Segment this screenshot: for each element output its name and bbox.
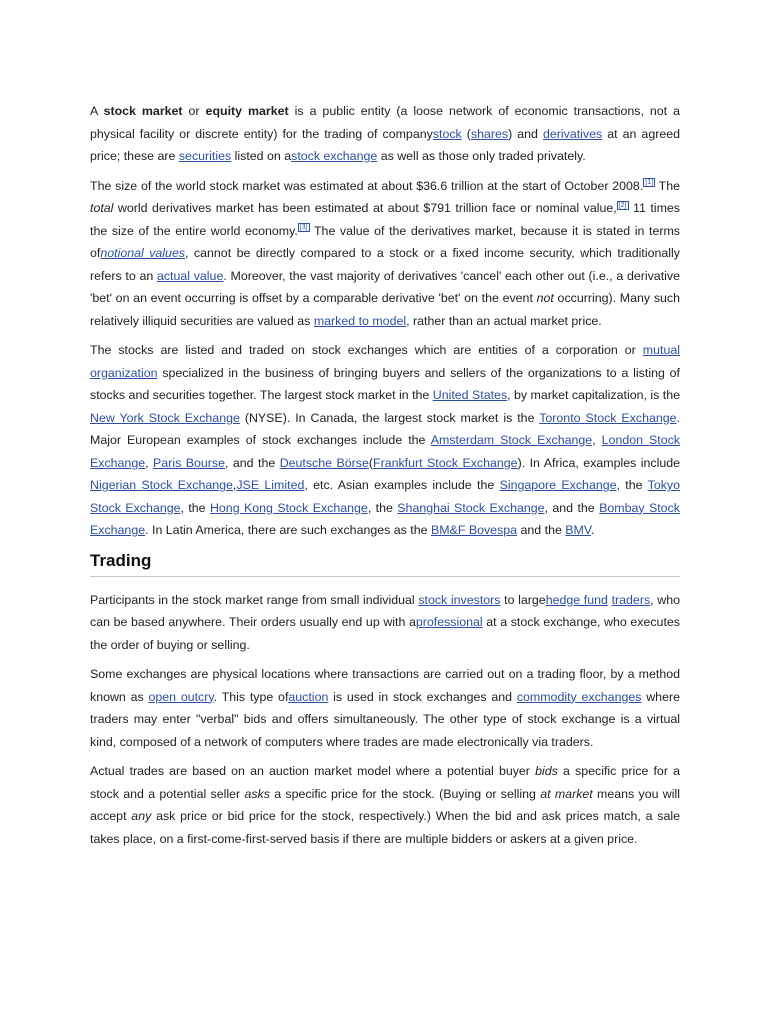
link-new-york-stock-exchange[interactable]: New York Stock Exchange — [90, 410, 240, 425]
text: or — [182, 104, 206, 118]
text: A — [90, 104, 104, 118]
text: means you will accept — [90, 786, 681, 823]
text: The value of the derivatives market, because it is stated in terms of — [90, 223, 680, 260]
text: where traders may enter "verbal" bids and offers simultaneously. The other type of stock exchange is a virtual kind, composed of a network of computers where trades are made electronically via traders. — [90, 689, 680, 749]
emphasis-not: not — [536, 291, 554, 305]
text: The — [655, 178, 680, 193]
link-stock-investors[interactable]: stock investors — [418, 592, 501, 607]
text: is a public entity (a loose network of economic transactions, not a physical facility or discrete entity) for the trading of company — [90, 104, 680, 141]
reference-link-2[interactable]: [2] — [618, 201, 627, 209]
link-jse-limited[interactable]: JSE Limited — [236, 478, 305, 492]
text: at an agreed price; these are — [90, 126, 681, 163]
text: , rather than an actual market price. — [406, 313, 602, 328]
text: is used in stock exchanges and — [328, 689, 517, 704]
link-singapore-exchange[interactable]: Singapore Exchange — [499, 478, 617, 492]
text: a specific price for a stock and a potential seller — [90, 764, 680, 801]
paragraph-intro — [90, 100, 680, 168]
text: Participants in the stock market range from small individual — [90, 592, 419, 607]
text: . In Latin America, there are such exchanges as the — [145, 523, 431, 537]
term-equity-market: equity market — [205, 104, 289, 118]
text: (NYSE). In Canada, the largest stock market is the — [239, 410, 540, 425]
text: . This type of — [213, 689, 289, 704]
link-stock-exchange[interactable]: stock exchange — [291, 149, 378, 163]
text: . Major European examples of stock exchanges include the — [90, 410, 680, 447]
text: , — [232, 478, 237, 492]
text: Some exchanges are physical locations where transactions are carried out on a trading floor, by a method known as — [90, 667, 680, 704]
text: , the — [367, 500, 398, 515]
paragraph-market-size — [90, 175, 680, 333]
text: occurring). Many such relatively illiquid securities are valued as — [90, 291, 680, 328]
link-tokyo-stock-exchange[interactable]: Tokyo Stock Exchange — [90, 478, 680, 515]
reference-3 — [298, 223, 310, 232]
text: to large — [500, 592, 546, 607]
text: , etc. Asian examples include the — [304, 478, 500, 492]
text: ( — [461, 126, 471, 141]
text: world derivatives market has been estimated at about $791 trillion face or nominal value, — [113, 201, 617, 215]
link-mutual-organization[interactable]: mutual organization — [90, 343, 680, 380]
text: ( — [368, 455, 373, 470]
text: listed on a — [231, 149, 292, 163]
article-body — [90, 100, 680, 857]
reference-2 — [617, 201, 629, 210]
link-united-states[interactable]: United States — [432, 388, 508, 402]
reference-link-1[interactable]: [1] — [645, 179, 654, 187]
text: , — [592, 433, 602, 447]
link-professional[interactable]: professional — [415, 615, 483, 629]
text: Actual trades are based on an auction market model where a potential buyer — [90, 764, 536, 778]
link-notional-values[interactable]: notional values — [100, 246, 186, 260]
text: The stocks are listed and traded on stock exchanges which are entities of a corporation or — [90, 343, 643, 357]
text: ask price or bid price for the stock, respectively.) When the bid and ask prices match, a sale takes place, on a first-come-first-served basis if there are multiple bidders or askers at a given price. — [90, 809, 680, 846]
text: , cannot be directly compared to a stock or a fixed income security, which traditionally refers to an — [90, 246, 680, 283]
term-stock-market: stock market — [103, 104, 183, 118]
paragraph-exchanges — [90, 339, 680, 542]
link-hedge-fund[interactable]: hedge fund — [545, 592, 608, 607]
emphasis-at-market: at market — [540, 786, 593, 801]
link-paris-bourse[interactable]: Paris Bourse — [153, 455, 225, 470]
link-traders[interactable]: traders — [611, 592, 651, 607]
text: a specific price for the stock. (Buying or selling — [269, 786, 541, 801]
link-open-outcry[interactable]: open outcry — [148, 689, 214, 704]
text: The size of the world stock market was estimated at about $36.6 trillion at the start of October 2008. — [90, 178, 644, 193]
text: as well as those only traded privately. — [377, 149, 586, 163]
section-heading-trading: Trading — [90, 549, 680, 577]
text: , — [145, 455, 154, 470]
emphasis-bids: bids — [535, 764, 558, 778]
text: and the — [517, 523, 566, 537]
paragraph-participants — [90, 589, 680, 657]
text: . Moreover, the vast majority of derivatives 'cancel' each other out (i.e., a derivative 'bet' on an event occurring is offset by a comparable derivative 'bet' on the event — [90, 268, 680, 305]
link-london-stock-exchange[interactable]: London Stock Exchange — [90, 433, 680, 470]
paragraph-auction-model — [90, 760, 680, 850]
emphasis-any: any — [131, 809, 152, 823]
emphasis-total: total — [90, 201, 114, 215]
link-deutsche-borse[interactable]: Deutsche Börse — [279, 455, 369, 470]
link-auction[interactable]: auction — [288, 689, 329, 704]
text: . — [591, 523, 595, 537]
link-bmf-bovespa[interactable]: BM&F Bovespa — [430, 523, 518, 537]
text: specialized in the business of bringing buyers and sellers of the organizations to a listing of stocks and securities together. The largest stock market in the — [90, 365, 680, 402]
text: , the — [180, 500, 210, 515]
link-nigerian-stock-exchange[interactable]: Nigerian Stock Exchange — [90, 478, 233, 492]
link-actual-value[interactable]: actual value — [156, 268, 224, 283]
text: , who can be based anywhere. Their orders usually end up with a — [90, 592, 680, 629]
text: , the — [616, 478, 648, 492]
text: , and the — [544, 500, 600, 515]
link-commodity-exchanges[interactable]: commodity exchanges — [516, 689, 642, 704]
link-stock[interactable]: stock — [432, 126, 462, 141]
text: at a stock exchange, who executes the order of buying or selling. — [90, 615, 680, 652]
text: , by market capitalization, is the — [507, 388, 680, 402]
link-bmv[interactable]: BMV — [565, 523, 592, 537]
reference-1 — [643, 178, 655, 187]
link-frankfurt-stock-exchange[interactable]: Frankfurt Stock Exchange — [373, 455, 518, 470]
text: ). In Africa, examples include — [517, 455, 681, 470]
text: , and the — [224, 455, 280, 470]
paragraph-exchange-types — [90, 663, 680, 753]
link-shares[interactable]: shares — [470, 126, 509, 141]
link-toronto-stock-exchange[interactable]: Toronto Stock Exchange — [539, 410, 677, 425]
text: 11 times the size of the entire world economy. — [90, 201, 680, 238]
link-derivatives[interactable]: derivatives — [542, 126, 603, 141]
link-marked-to-model[interactable]: marked to model — [313, 313, 407, 328]
link-securities[interactable]: securities — [178, 149, 232, 163]
emphasis-asks: asks — [244, 786, 270, 801]
text: ) and — [508, 126, 543, 141]
link-shanghai-stock-exchange[interactable]: Shanghai Stock Exchange — [397, 500, 545, 515]
link-hong-kong-stock-exchange[interactable]: Hong Kong Stock Exchange — [209, 500, 368, 515]
reference-link-3[interactable]: [3] — [299, 224, 308, 232]
link-amsterdam-stock-exchange[interactable]: Amsterdam Stock Exchange — [430, 433, 593, 447]
link-bombay-stock-exchange[interactable]: Bombay Stock Exchange — [90, 500, 680, 537]
